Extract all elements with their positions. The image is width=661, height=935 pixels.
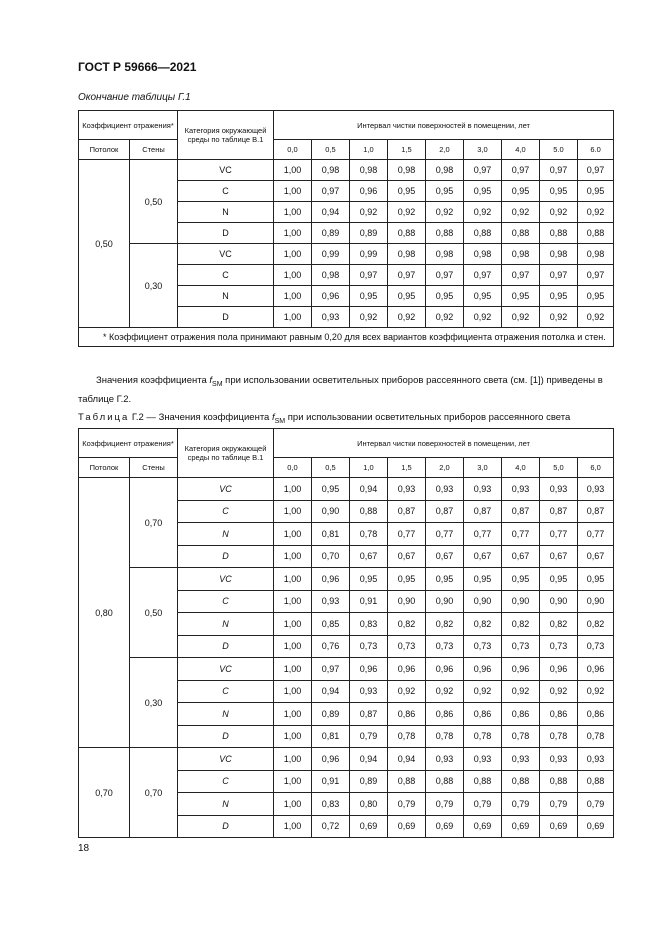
value-cell: 0,69 (388, 815, 426, 838)
value-cell: 0,99 (312, 244, 350, 265)
value-cell: 0,97 (578, 265, 614, 286)
value-cell: 1,00 (274, 613, 312, 636)
value-cell: 0,92 (388, 680, 426, 703)
value-cell: 0,97 (578, 160, 614, 181)
value-cell: 1,00 (274, 181, 312, 202)
value-cell: 1,00 (274, 500, 312, 523)
interval-row (79, 140, 614, 160)
interval-col-header: 6,0 (578, 458, 614, 478)
category-cell: C (178, 500, 274, 523)
value-cell: 1,00 (274, 658, 312, 681)
value-cell: 0,92 (464, 307, 502, 328)
value-cell: 0,79 (540, 793, 578, 816)
interval-col-header: 2,0 (426, 140, 464, 160)
value-cell: 0,95 (426, 286, 464, 307)
value-cell: 0,88 (578, 770, 614, 793)
value-cell: 0,78 (502, 725, 540, 748)
value-cell: 0,97 (540, 265, 578, 286)
ceiling-header: Потолок (79, 458, 130, 478)
value-cell: 0,79 (578, 793, 614, 816)
wall-value: 0,50 (130, 160, 178, 244)
value-cell: 0,93 (464, 478, 502, 501)
value-cell: 0,92 (578, 680, 614, 703)
value-cell: 0,98 (312, 265, 350, 286)
value-cell: 0,98 (388, 244, 426, 265)
value-cell: 0,67 (350, 545, 388, 568)
value-cell: 0,88 (464, 223, 502, 244)
value-cell: 0,90 (540, 590, 578, 613)
value-cell: 1,00 (274, 793, 312, 816)
value-cell: 0,87 (578, 500, 614, 523)
value-cell: 0,69 (464, 815, 502, 838)
value-cell: 0,92 (502, 680, 540, 703)
value-cell: 0,90 (502, 590, 540, 613)
category-cell: C (178, 680, 274, 703)
category-cell: N (178, 286, 274, 307)
value-cell: 0,79 (502, 793, 540, 816)
value-cell: 0,97 (464, 160, 502, 181)
value-cell: 0,90 (464, 590, 502, 613)
category-cell: C (178, 590, 274, 613)
value-cell: 0,86 (578, 703, 614, 726)
interval-col-header: 5,0 (540, 458, 578, 478)
value-cell: 0,88 (540, 770, 578, 793)
category-cell: D (178, 545, 274, 568)
interval-col-header: 1,5 (388, 458, 426, 478)
intro-paragraph: Значения коэффициента $f_{SM}$ при использовании осветительных приборов рассеянного света (см. [1]) приведены в таблице Г.2. (78, 375, 603, 405)
value-cell: 0,93 (502, 748, 540, 771)
value-cell: 0,69 (426, 815, 464, 838)
value-cell: 0,90 (578, 590, 614, 613)
value-cell: 0,77 (464, 523, 502, 546)
table-g2 (78, 428, 614, 838)
value-cell: 0,99 (350, 244, 388, 265)
value-cell: 0,67 (578, 545, 614, 568)
value-cell: 0,93 (312, 590, 350, 613)
category-cell: N (178, 613, 274, 636)
value-cell: 0,88 (350, 500, 388, 523)
value-cell: 0,95 (350, 286, 388, 307)
value-cell: 0,94 (350, 478, 388, 501)
value-cell: 0,98 (426, 244, 464, 265)
value-cell: 0,77 (502, 523, 540, 546)
value-cell: 0,72 (312, 815, 350, 838)
value-cell: 0,78 (426, 725, 464, 748)
category-cell: VC (178, 478, 274, 501)
value-cell: 0,97 (540, 160, 578, 181)
value-cell: 0,67 (426, 545, 464, 568)
value-cell: 0,79 (426, 793, 464, 816)
category-cell: N (178, 793, 274, 816)
table-row (79, 658, 614, 681)
value-cell: 0,96 (312, 286, 350, 307)
value-cell: 0,69 (502, 815, 540, 838)
walls-header: Стены (130, 458, 178, 478)
value-cell: 0,82 (426, 613, 464, 636)
value-cell: 0,81 (312, 523, 350, 546)
value-cell: 0,76 (312, 635, 350, 658)
category-cell: D (178, 725, 274, 748)
ceiling-header: Потолок (79, 140, 130, 160)
value-cell: 0,95 (312, 478, 350, 501)
value-cell: 0,86 (502, 703, 540, 726)
value-cell: 0,96 (464, 658, 502, 681)
interval-col-header: 2,0 (426, 458, 464, 478)
value-cell: 0,92 (426, 307, 464, 328)
value-cell: 0,92 (426, 680, 464, 703)
value-cell: 0,97 (312, 658, 350, 681)
value-cell: 0,95 (464, 181, 502, 202)
value-cell: 0,79 (464, 793, 502, 816)
value-cell: 0,92 (540, 202, 578, 223)
value-cell: 0,92 (540, 307, 578, 328)
category-cell: VC (178, 244, 274, 265)
category-cell: C (178, 181, 274, 202)
value-cell: 1,00 (274, 160, 312, 181)
value-cell: 0,73 (578, 635, 614, 658)
value-cell: 1,00 (274, 635, 312, 658)
category-cell: D (178, 307, 274, 328)
interval-col-header: 0,0 (274, 140, 312, 160)
value-cell: 0,73 (388, 635, 426, 658)
interval-col-header: 4,0 (502, 140, 540, 160)
value-cell: 0,78 (578, 725, 614, 748)
value-cell: 0,93 (312, 307, 350, 328)
value-cell: 0,94 (312, 680, 350, 703)
value-cell: 0,88 (502, 770, 540, 793)
value-cell: 0,97 (426, 265, 464, 286)
table-b-body (79, 478, 614, 838)
value-cell: 0,95 (502, 286, 540, 307)
value-cell: 0,79 (350, 725, 388, 748)
interval-col-header: 1,0 (350, 458, 388, 478)
value-cell: 0,73 (540, 635, 578, 658)
category-cell: VC (178, 160, 274, 181)
value-cell: 0,89 (312, 223, 350, 244)
value-cell: 0,98 (312, 160, 350, 181)
value-cell: 0,95 (540, 286, 578, 307)
value-cell: 0,78 (464, 725, 502, 748)
wall-value: 0,70 (130, 748, 178, 838)
value-cell: 0,95 (464, 568, 502, 591)
value-cell: 0,90 (426, 590, 464, 613)
category-cell: D (178, 635, 274, 658)
table-row (79, 244, 614, 265)
value-cell: 0,87 (464, 500, 502, 523)
value-cell: 0,92 (540, 680, 578, 703)
value-cell: 0,95 (502, 568, 540, 591)
wall-value: 0,70 (130, 478, 178, 568)
value-cell: 0,67 (540, 545, 578, 568)
value-cell: 0,82 (540, 613, 578, 636)
ceiling-value: 0,70 (79, 748, 130, 838)
value-cell: 0,95 (388, 286, 426, 307)
reflectance-header: Коэффициент отражения* (79, 111, 178, 140)
interval-col-header: 1,5 (388, 140, 426, 160)
value-cell: 0,95 (540, 181, 578, 202)
value-cell: 0,92 (502, 202, 540, 223)
value-cell: 0,95 (426, 568, 464, 591)
value-cell: 0,98 (464, 244, 502, 265)
category-cell: C (178, 265, 274, 286)
value-cell: 0,67 (464, 545, 502, 568)
table-row (79, 478, 614, 501)
value-cell: 0,94 (350, 748, 388, 771)
value-cell: 0,98 (350, 160, 388, 181)
value-cell: 0,95 (464, 286, 502, 307)
value-cell: 0,79 (388, 793, 426, 816)
ceiling-value: 0,50 (79, 160, 130, 328)
value-cell: 0,69 (578, 815, 614, 838)
value-cell: 0,87 (350, 703, 388, 726)
ceiling-value: 0,80 (79, 478, 130, 748)
value-cell: 1,00 (274, 748, 312, 771)
value-cell: 0,73 (502, 635, 540, 658)
footnote-row (79, 328, 614, 347)
interval-col-header: 3,0 (464, 458, 502, 478)
value-cell: 0,94 (312, 202, 350, 223)
value-cell: 0,92 (350, 307, 388, 328)
value-cell: 0,95 (350, 568, 388, 591)
value-cell: 0,92 (388, 202, 426, 223)
value-cell: 1,00 (274, 202, 312, 223)
value-cell: 0,78 (350, 523, 388, 546)
category-cell: VC (178, 568, 274, 591)
interval-col-header: 1,0 (350, 140, 388, 160)
value-cell: 0,93 (578, 748, 614, 771)
value-cell: 0,82 (502, 613, 540, 636)
value-cell: 0,88 (464, 770, 502, 793)
value-cell: 0,78 (540, 725, 578, 748)
value-cell: 0,98 (388, 160, 426, 181)
value-cell: 0,88 (426, 223, 464, 244)
interval-col-header: 3,0 (464, 140, 502, 160)
value-cell: 0,96 (426, 658, 464, 681)
value-cell: 0,98 (578, 244, 614, 265)
value-cell: 0,70 (312, 545, 350, 568)
value-cell: 0,77 (540, 523, 578, 546)
value-cell: 1,00 (274, 478, 312, 501)
value-cell: 0,88 (502, 223, 540, 244)
value-cell: 0,97 (388, 265, 426, 286)
value-cell: 1,00 (274, 703, 312, 726)
interval-col-header: 4,0 (502, 458, 540, 478)
value-cell: 0,96 (350, 181, 388, 202)
value-cell: 0,93 (540, 748, 578, 771)
category-header: Категория окружающей среды по таблице В.1 (178, 429, 274, 478)
value-cell: 0,69 (350, 815, 388, 838)
walls-header: Стены (130, 140, 178, 160)
value-cell: 0,92 (426, 202, 464, 223)
value-cell: 0,97 (350, 265, 388, 286)
value-cell: 1,00 (274, 265, 312, 286)
value-cell: 0,95 (426, 181, 464, 202)
value-cell: 0,67 (388, 545, 426, 568)
value-cell: 0,87 (540, 500, 578, 523)
value-cell: 0,98 (426, 160, 464, 181)
value-cell: 0,92 (464, 202, 502, 223)
value-cell: 0,96 (540, 658, 578, 681)
value-cell: 0,96 (502, 658, 540, 681)
value-cell: 0,95 (578, 568, 614, 591)
table-row (79, 160, 614, 181)
value-cell: 0,87 (388, 500, 426, 523)
value-cell: 0,92 (464, 680, 502, 703)
value-cell: 0,93 (388, 478, 426, 501)
value-cell: 0,91 (350, 590, 388, 613)
category-cell: D (178, 223, 274, 244)
value-cell: 1,00 (274, 244, 312, 265)
interval-col-header: 0,0 (274, 458, 312, 478)
table-row (79, 568, 614, 591)
value-cell: 0,97 (464, 265, 502, 286)
value-cell: 0,98 (540, 244, 578, 265)
category-header: Категория окружающей среды по таблице В.1 (178, 111, 274, 160)
value-cell: 0,97 (502, 160, 540, 181)
interval-col-header: 0,5 (312, 140, 350, 160)
value-cell: 0,96 (388, 658, 426, 681)
value-cell: 0,83 (312, 793, 350, 816)
value-cell: 0,88 (426, 770, 464, 793)
value-cell: 0,92 (578, 202, 614, 223)
value-cell: 0,89 (350, 770, 388, 793)
value-cell: 1,00 (274, 523, 312, 546)
value-cell: 0,95 (388, 568, 426, 591)
page-number: 18 (78, 843, 90, 854)
value-cell: 1,00 (274, 725, 312, 748)
value-cell: 0,92 (388, 307, 426, 328)
value-cell: 0,69 (540, 815, 578, 838)
value-cell: 0,92 (350, 202, 388, 223)
value-cell: 0,77 (388, 523, 426, 546)
value-cell: 0,85 (312, 613, 350, 636)
value-cell: 0,93 (426, 748, 464, 771)
value-cell: 0,88 (540, 223, 578, 244)
value-cell: 0,80 (350, 793, 388, 816)
interval-header: Интервал чистки поверхностей в помещении, лет (274, 429, 614, 458)
wall-value: 0,30 (130, 244, 178, 328)
value-cell: 0,82 (464, 613, 502, 636)
value-cell: 0,92 (502, 307, 540, 328)
value-cell: 1,00 (274, 680, 312, 703)
value-cell: 0,86 (388, 703, 426, 726)
category-cell: N (178, 523, 274, 546)
category-cell: C (178, 770, 274, 793)
interval-col-header: 6.0 (578, 140, 614, 160)
category-cell: VC (178, 658, 274, 681)
continuation-caption: Окончание таблицы Г.1 (78, 92, 191, 103)
value-cell: 0,92 (578, 307, 614, 328)
value-cell: 0,95 (578, 286, 614, 307)
value-cell: 0,81 (312, 725, 350, 748)
value-cell: 0,95 (540, 568, 578, 591)
value-cell: 0,82 (388, 613, 426, 636)
category-cell: VC (178, 748, 274, 771)
wall-value: 0,50 (130, 568, 178, 658)
document-header: ГОСТ Р 59666—2021 (78, 60, 197, 74)
value-cell: 0,96 (350, 658, 388, 681)
value-cell: 0,93 (578, 478, 614, 501)
value-cell: 0,89 (312, 703, 350, 726)
value-cell: 0,93 (502, 478, 540, 501)
value-cell: 1,00 (274, 568, 312, 591)
value-cell: 0,83 (350, 613, 388, 636)
category-cell: D (178, 815, 274, 838)
table-row (79, 748, 614, 771)
value-cell: 0,93 (464, 748, 502, 771)
value-cell: 0,82 (578, 613, 614, 636)
interval-header: Интервал чистки поверхностей в помещении, лет (274, 111, 614, 140)
value-cell: 0,86 (464, 703, 502, 726)
value-cell: 0,78 (388, 725, 426, 748)
value-cell: 0,86 (426, 703, 464, 726)
value-cell: 0,95 (502, 181, 540, 202)
table-g1-end (78, 110, 614, 347)
value-cell: 0,87 (426, 500, 464, 523)
value-cell: 0,93 (426, 478, 464, 501)
value-cell: 0,91 (312, 770, 350, 793)
value-cell: 0,73 (426, 635, 464, 658)
table-a-body (79, 160, 614, 347)
interval-row (79, 458, 614, 478)
value-cell: 1,00 (274, 307, 312, 328)
table-g2-caption: Таблица Г.2 — Значения коэффициента $f_{SM}$ при использовании осветительных приборов рассеянного света (78, 412, 571, 425)
footnote: * Коэффициент отражения пола принимают равным 0,20 для всех вариантов коэффициента отражения потолка и стен. (103, 332, 606, 342)
value-cell: 1,00 (274, 815, 312, 838)
value-cell: 0,95 (578, 181, 614, 202)
value-cell: 1,00 (274, 286, 312, 307)
value-cell: 0,95 (388, 181, 426, 202)
value-cell: 0,86 (540, 703, 578, 726)
interval-col-header: 5.0 (540, 140, 578, 160)
value-cell: 0,73 (464, 635, 502, 658)
value-cell: 0,87 (502, 500, 540, 523)
reflectance-header: Коэффициент отражения* (79, 429, 178, 458)
wall-value: 0,30 (130, 658, 178, 748)
value-cell: 0,88 (388, 770, 426, 793)
interval-col-header: 0,5 (312, 458, 350, 478)
value-cell: 0,88 (578, 223, 614, 244)
value-cell: 1,00 (274, 223, 312, 244)
value-cell: 0,67 (502, 545, 540, 568)
value-cell: 0,97 (502, 265, 540, 286)
value-cell: 0,90 (312, 500, 350, 523)
value-cell: 1,00 (274, 770, 312, 793)
value-cell: 0,77 (426, 523, 464, 546)
value-cell: 1,00 (274, 545, 312, 568)
value-cell: 0,77 (578, 523, 614, 546)
value-cell: 0,98 (502, 244, 540, 265)
value-cell: 0,73 (350, 635, 388, 658)
value-cell: 0,90 (388, 590, 426, 613)
category-cell: N (178, 703, 274, 726)
value-cell: 1,00 (274, 590, 312, 613)
category-cell: N (178, 202, 274, 223)
value-cell: 0,93 (350, 680, 388, 703)
value-cell: 0,96 (578, 658, 614, 681)
value-cell: 0,88 (388, 223, 426, 244)
value-cell: 0,93 (540, 478, 578, 501)
value-cell: 0,96 (312, 568, 350, 591)
value-cell: 0,96 (312, 748, 350, 771)
value-cell: 0,97 (312, 181, 350, 202)
value-cell: 0,89 (350, 223, 388, 244)
value-cell: 0,94 (388, 748, 426, 771)
